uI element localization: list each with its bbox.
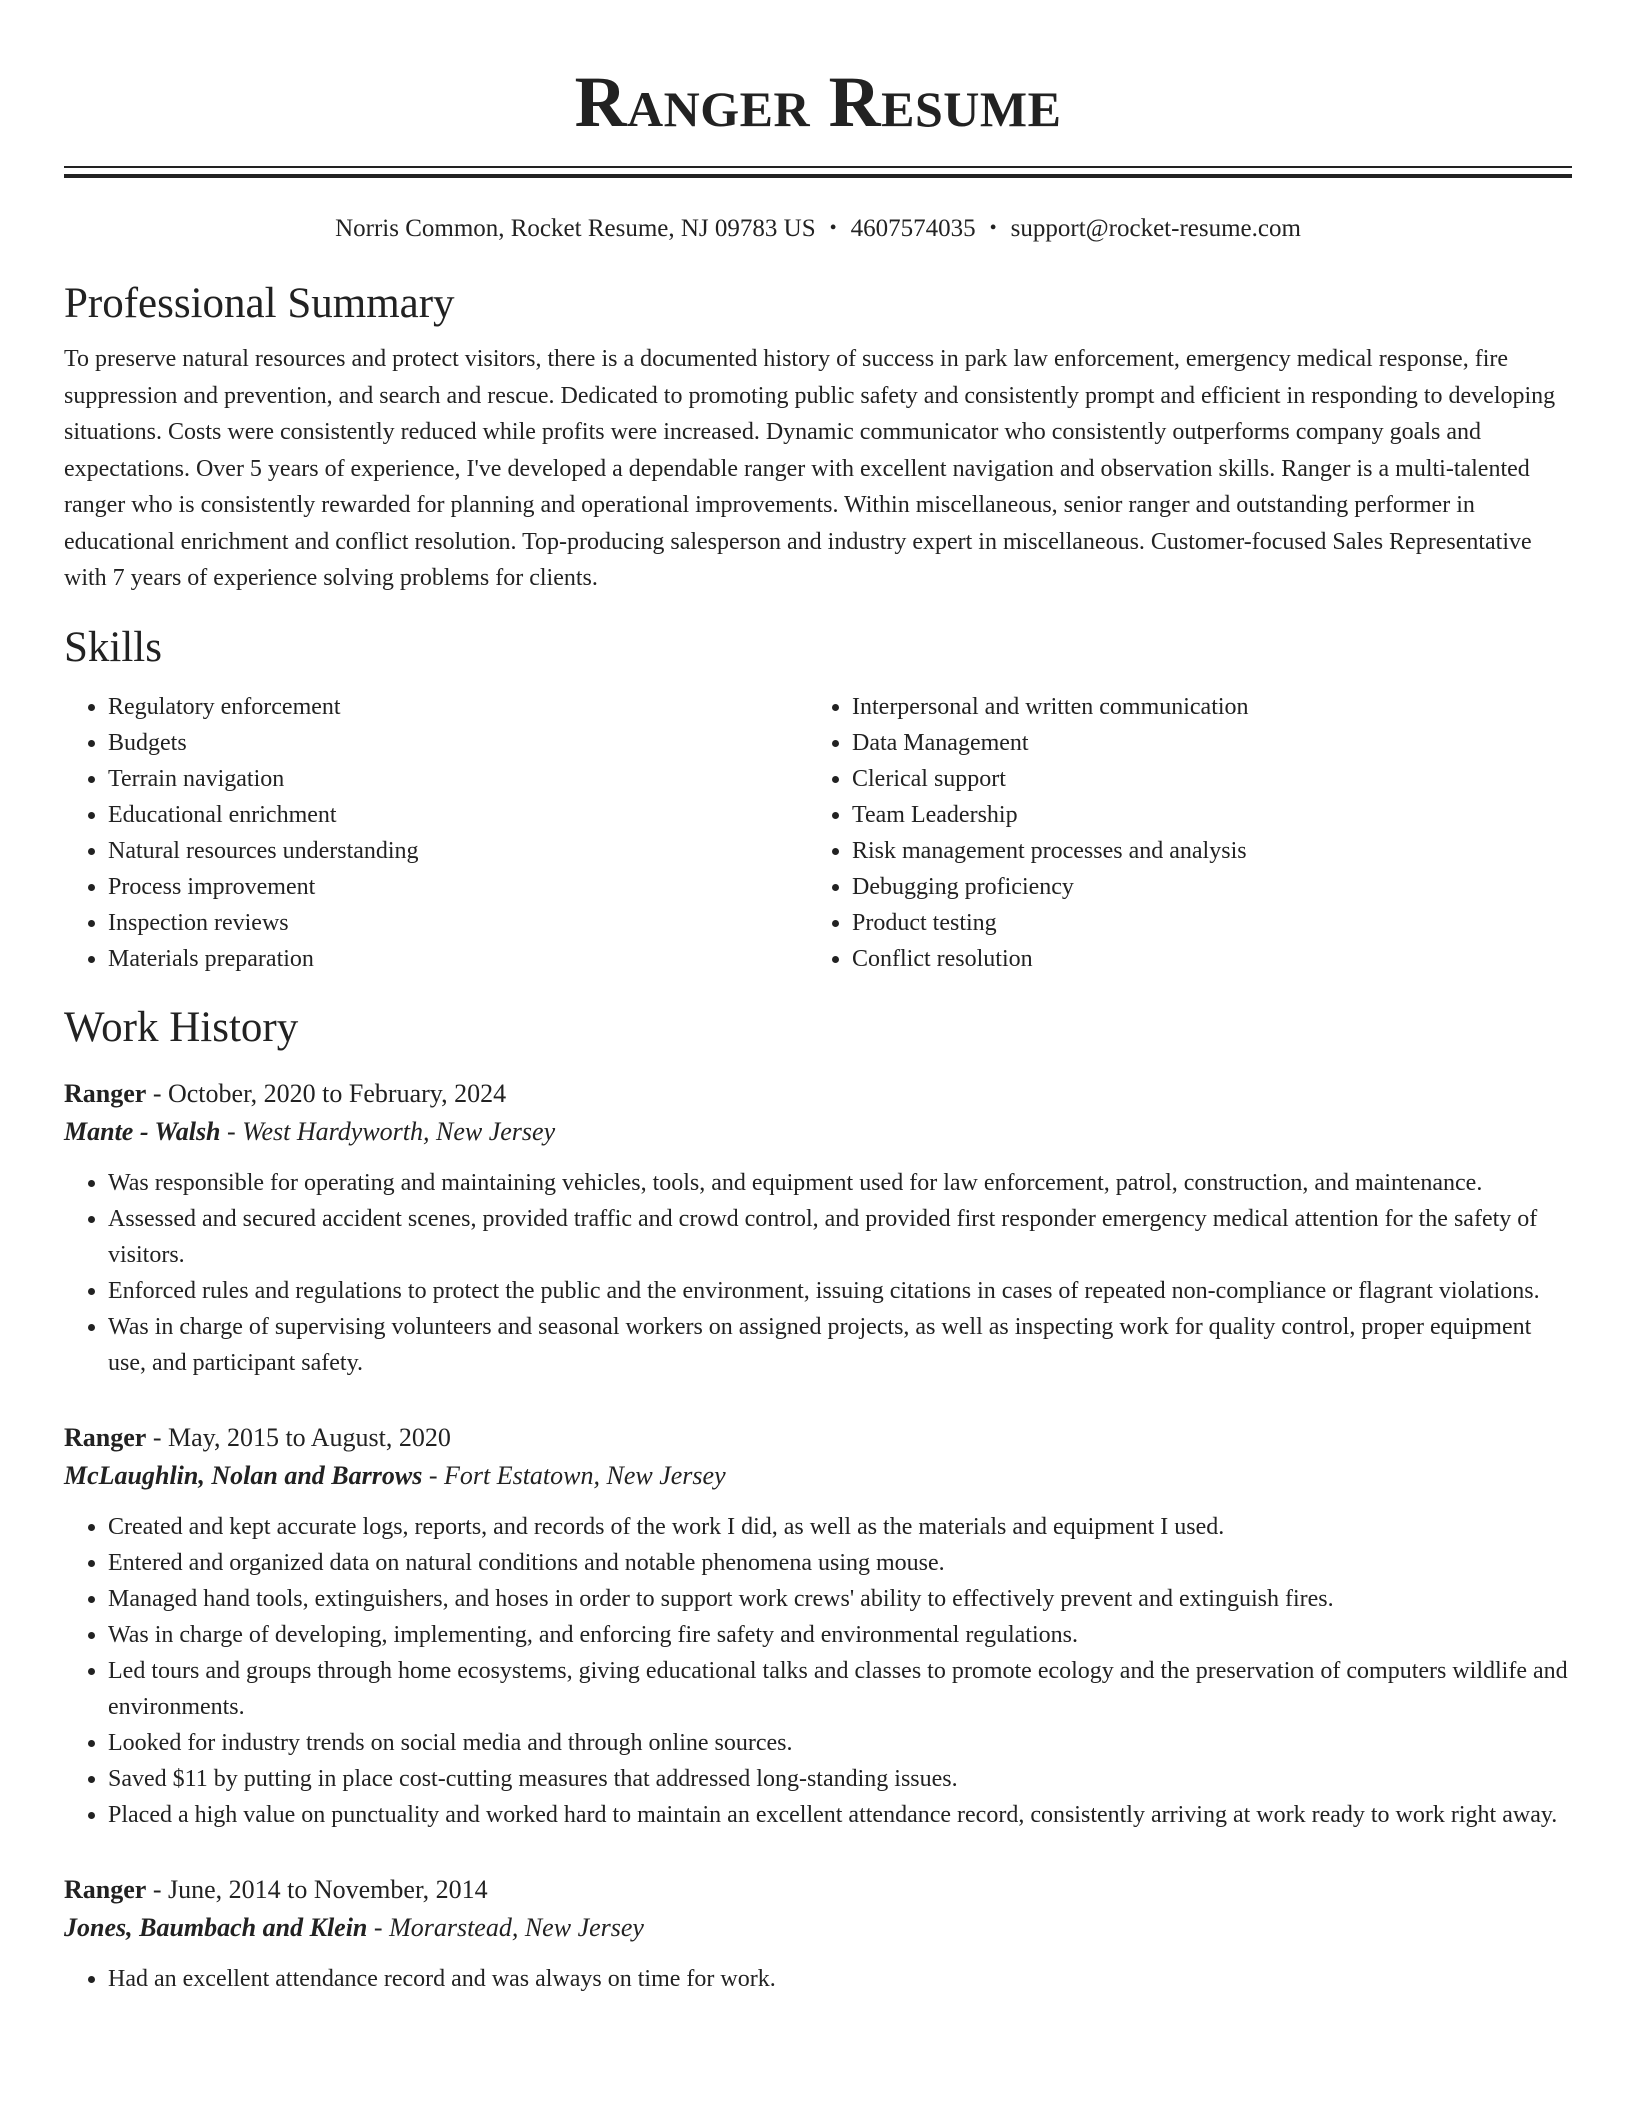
job-bullets xyxy=(64,1961,1572,1997)
job-title-line xyxy=(64,1871,1572,1909)
job-bullet: • Led tours and groups through home ecosystems, giving educational talks and classes to promote ecology and the preservation of computers wildlife and environments. xyxy=(108,1653,1572,1725)
skill-item: • Inspection reviews xyxy=(108,905,808,941)
header-divider-thick xyxy=(64,174,1572,178)
skills-list-left xyxy=(64,689,808,977)
skill-item: • Product testing xyxy=(852,905,1552,941)
skill-item: • Debugging proficiency xyxy=(852,869,1552,905)
job-bullet: • Assessed and secured accident scenes, provided traffic and crowd control, and provided first responder emergency medical attention for the safety of visitors. xyxy=(108,1201,1572,1273)
job-bullet: • Saved $11 by putting in place cost-cutting measures that addressed long-standing issues. xyxy=(108,1761,1572,1797)
skills-columns xyxy=(64,689,1572,977)
job-bullet: • Created and kept accurate logs, reports, and records of the work I did, as well as the materials and equipment I used. xyxy=(108,1509,1572,1545)
skills-list-right xyxy=(808,689,1552,977)
work-history-heading: Work History xyxy=(64,1003,299,1051)
contact-separator: • xyxy=(989,217,997,239)
job-company: McLaughlin, Nolan and Barrows xyxy=(64,1460,423,1490)
skill-item: • Interpersonal and written communication xyxy=(852,689,1552,725)
skill-item: • Materials preparation xyxy=(108,941,808,977)
skill-item: • Data Management xyxy=(852,725,1552,761)
job-dates: - May, 2015 to August, 2020 xyxy=(146,1422,451,1452)
skill-item: • Educational enrichment xyxy=(108,797,808,833)
job-bullet: • Was responsible for operating and maintaining vehicles, tools, and equipment used for law enforcement, patrol, construction, and maintenance. xyxy=(108,1165,1572,1201)
skill-item: • Terrain navigation xyxy=(108,761,808,797)
job-bullet: • Placed a high value on punctuality and worked hard to maintain an excellent attendance record, consistently arriving at work ready to work right away. xyxy=(108,1797,1572,1833)
job-location: - West Hardyworth, New Jersey xyxy=(220,1116,556,1146)
job-dates: - October, 2020 to February, 2024 xyxy=(146,1078,507,1108)
job-location: - Fort Estatown, New Jersey xyxy=(422,1460,726,1490)
job-company-line xyxy=(64,1457,1572,1495)
skill-item: • Budgets xyxy=(108,725,808,761)
job-dates: - June, 2014 to November, 2014 xyxy=(146,1874,488,1904)
skill-item: • Process improvement xyxy=(108,869,808,905)
contact-phone: 4607574035 xyxy=(850,215,976,242)
job-entry xyxy=(64,1419,1572,1833)
job-bullet: • Was in charge of supervising volunteers and seasonal workers on assigned projects, as well as inspecting work for quality control, proper equipment use, and participant safety. xyxy=(108,1309,1572,1381)
job-title: Ranger xyxy=(64,1078,147,1108)
job-company: Jones, Baumbach and Klein xyxy=(64,1912,368,1942)
job-company: Mante - Walsh xyxy=(64,1116,221,1146)
job-company-line xyxy=(64,1909,1572,1947)
skill-item: • Team Leadership xyxy=(852,797,1552,833)
contact-address: Norris Common, Rocket Resume, NJ 09783 US xyxy=(335,215,816,242)
job-bullets xyxy=(64,1509,1572,1833)
job-bullets xyxy=(64,1165,1572,1381)
job-bullet: • Managed hand tools, extinguishers, and hoses in order to support work crews' ability to effectively prevent and extinguish fires. xyxy=(108,1581,1572,1617)
contact-email: support@rocket-resume.com xyxy=(1010,215,1301,242)
job-entry xyxy=(64,1871,1572,1997)
job-bullet: • Entered and organized data on natural conditions and notable phenomena using mouse. xyxy=(108,1545,1572,1581)
job-location: - Morarstead, New Jersey xyxy=(367,1912,644,1942)
job-bullet: • Looked for industry trends on social media and through online sources. xyxy=(108,1725,1572,1761)
job-company-line xyxy=(64,1113,1572,1151)
job-bullet: • Enforced rules and regulations to protect the public and the environment, issuing citations in cases of repeated non-compliance or flagrant violations. xyxy=(108,1273,1572,1309)
job-title: Ranger xyxy=(64,1422,147,1452)
summary-heading: Professional Summary xyxy=(64,280,455,327)
resume-page xyxy=(64,0,1572,1997)
job-bullet: • Had an excellent attendance record and was always on time for work. xyxy=(108,1961,1572,1997)
skill-item: • Conflict resolution xyxy=(852,941,1552,977)
job-title-line xyxy=(64,1419,1572,1457)
job-title: Ranger xyxy=(64,1874,147,1904)
skill-item: • Natural resources understanding xyxy=(108,833,808,869)
job-title-line xyxy=(64,1075,1572,1113)
skill-item: • Regulatory enforcement xyxy=(108,689,808,725)
summary-text: To preserve natural resources and protect visitors, there is a documented history of success in park law enforcement, emergency medical response, fire suppression and prevention, and search and rescue. Dedicated to promoting public safety and consistently prompt and efficient in responding to developing situations. Costs were consistently reduced while profits were increased. Dynamic communicator who consistently outperforms company goals and expectations. Over 5 years of experience, I've developed a dependable ranger with excellent navigation and observation skills. Ranger is a multi-talented ranger who is consistently rewarded for planning and operational improvements. Within miscellaneous, senior ranger and outstanding performer in educational enrichment and conflict resolution. Top-producing salesperson and industry expert in miscellaneous. Customer-focused Sales Representative with 7 years of experience solving problems for clients. xyxy=(64,346,1556,591)
skills-heading: Skills xyxy=(64,623,162,671)
contact-separator: • xyxy=(829,217,837,239)
job-entry xyxy=(64,1075,1572,1381)
header-divider-thin xyxy=(64,166,1572,168)
resume-name: Ranger Resume xyxy=(574,62,1062,142)
job-bullet: • Was in charge of developing, implementing, and enforcing fire safety and environmental regulations. xyxy=(108,1617,1572,1653)
contact-line xyxy=(64,212,1572,245)
skill-item: • Risk management processes and analysis xyxy=(852,833,1552,869)
skill-item: • Clerical support xyxy=(852,761,1552,797)
